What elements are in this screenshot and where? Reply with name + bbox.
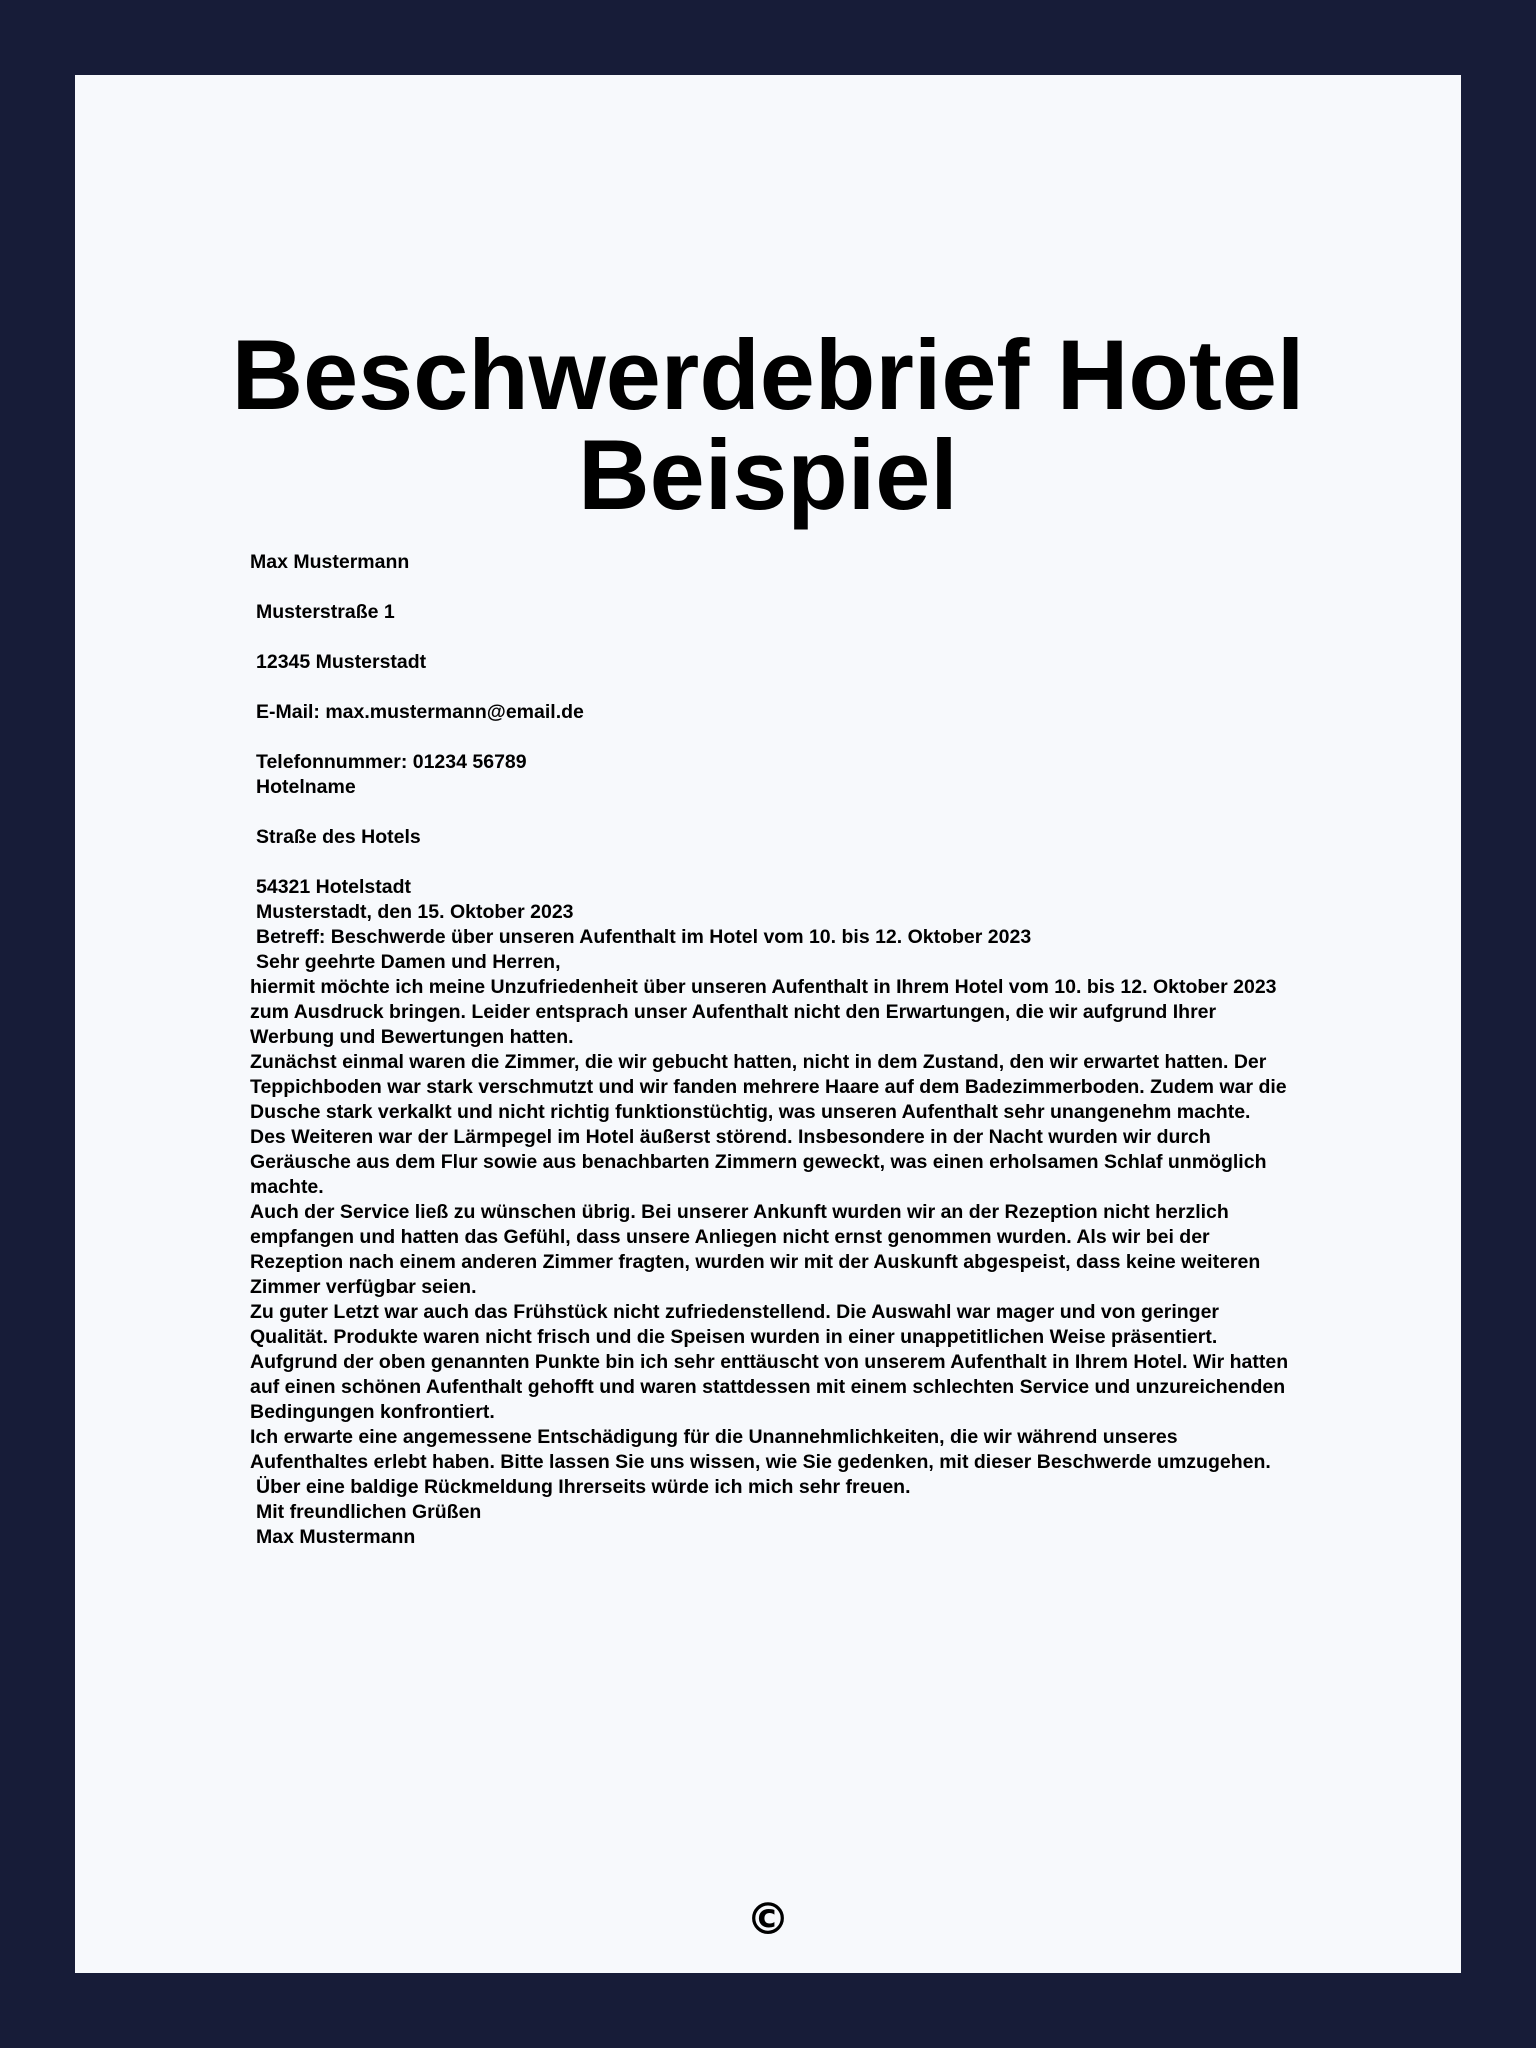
letter-paragraph: Ich erwarte eine angemessene Entschädigung für die Unannehmlichkeiten, die wir während unseres Aufenthaltes erlebt haben. Bitte lassen Sie uns wissen, wie Sie gedenken, mit dieser Beschwerde umzugehen. xyxy=(250,1426,1271,1473)
document-page xyxy=(75,75,1461,1973)
signature-name: Max Mustermann xyxy=(256,1526,416,1548)
letter-salutation: Sehr geehrte Damen und Herren, xyxy=(256,951,561,973)
closing-greeting: Mit freundlichen Grüßen xyxy=(256,1501,482,1523)
closing-request: Über eine baldige Rückmeldung Ihrerseits würde ich mich sehr freuen. xyxy=(256,1476,911,1498)
letter-paragraph: Auch der Service ließ zu wünschen übrig. Bei unserer Ankunft wurden wir an der Rezeption nicht herzlich empfangen und hatten das Gefühl, dass unsere Anliegen nicht ernst genommen wurden. Als wir bei der Rezeption nach einem anderen Zimmer fragten, wurden wir mit der Auskunft abgespeist, dass keine weiteren Zimmer verfügbar seien. xyxy=(250,1201,1261,1298)
letter-subject: Betreff: Beschwerde über unseren Aufenthalt im Hotel vom 10. bis 12. Oktober 2023 xyxy=(256,926,1032,948)
copyright-icon: © xyxy=(746,1894,790,1945)
letter-paragraph: hiermit möchte ich meine Unzufriedenheit über unseren Aufenthalt in Ihrem Hotel vom 10. bis 12. Oktober 2023 zum Ausdruck bringen. Leider entsprach unser Aufenthalt nicht den Erwartungen, die wir aufgrund Ihrer Werbung und Bewertungen hatten. xyxy=(250,976,1277,1048)
sender-city: 12345 Musterstadt xyxy=(256,651,427,673)
sender-street: Musterstraße 1 xyxy=(256,601,395,623)
letter-paragraph: Zu guter Letzt war auch das Frühstück nicht zufriedenstellend. Die Auswahl war mager und von geringer Qualität. Produkte waren nicht frisch und die Speisen wurden in einer unappetitlichen Weise präsentiert. xyxy=(250,1301,1220,1348)
letter-paragraph: Zunächst einmal waren die Zimmer, die wir gebucht hatten, nicht in dem Zustand, den wir erwartet hatten. Der Teppichboden war stark verschmutzt und wir fanden mehrere Haare auf dem Badezimmerboden. Zudem war die Dusche stark verkalkt und nicht richtig funktionstüchtig, was unseren Aufenthalt sehr unangenehm machte. xyxy=(250,1051,1287,1123)
recipient-city: 54321 Hotelstadt xyxy=(256,876,411,898)
sender-name: Max Mustermann xyxy=(250,551,410,573)
sender-phone: Telefonnummer: 01234 56789 xyxy=(256,751,527,773)
letter-paragraph: Des Weiteren war der Lärmpegel im Hotel äußerst störend. Insbesondere in der Nacht wurden wir durch Geräusche aus dem Flur sowie aus benachbarten Zimmern geweckt, was einen erholsamen Schlaf unmöglich machte. xyxy=(250,1126,1267,1198)
recipient-street: Straße des Hotels xyxy=(256,826,421,848)
letter-paragraph: Aufgrund der oben genannten Punkte bin ich sehr enttäuscht von unserem Aufenthalt in Ihrem Hotel. Wir hatten auf einen schönen Aufenthalt gehofft und waren stattdessen mit einem schlechten Service und unzureichenden Bedingungen konfrontiert. xyxy=(250,1351,1289,1423)
letter-date: Musterstadt, den 15. Oktober 2023 xyxy=(256,901,574,923)
document-title: Beschwerdebrief Hotel Beispiel xyxy=(231,319,1305,530)
recipient-name: Hotelname xyxy=(256,776,356,798)
sender-email: E-Mail: max.mustermann@email.de xyxy=(256,701,584,723)
letter-body xyxy=(250,550,1290,1550)
